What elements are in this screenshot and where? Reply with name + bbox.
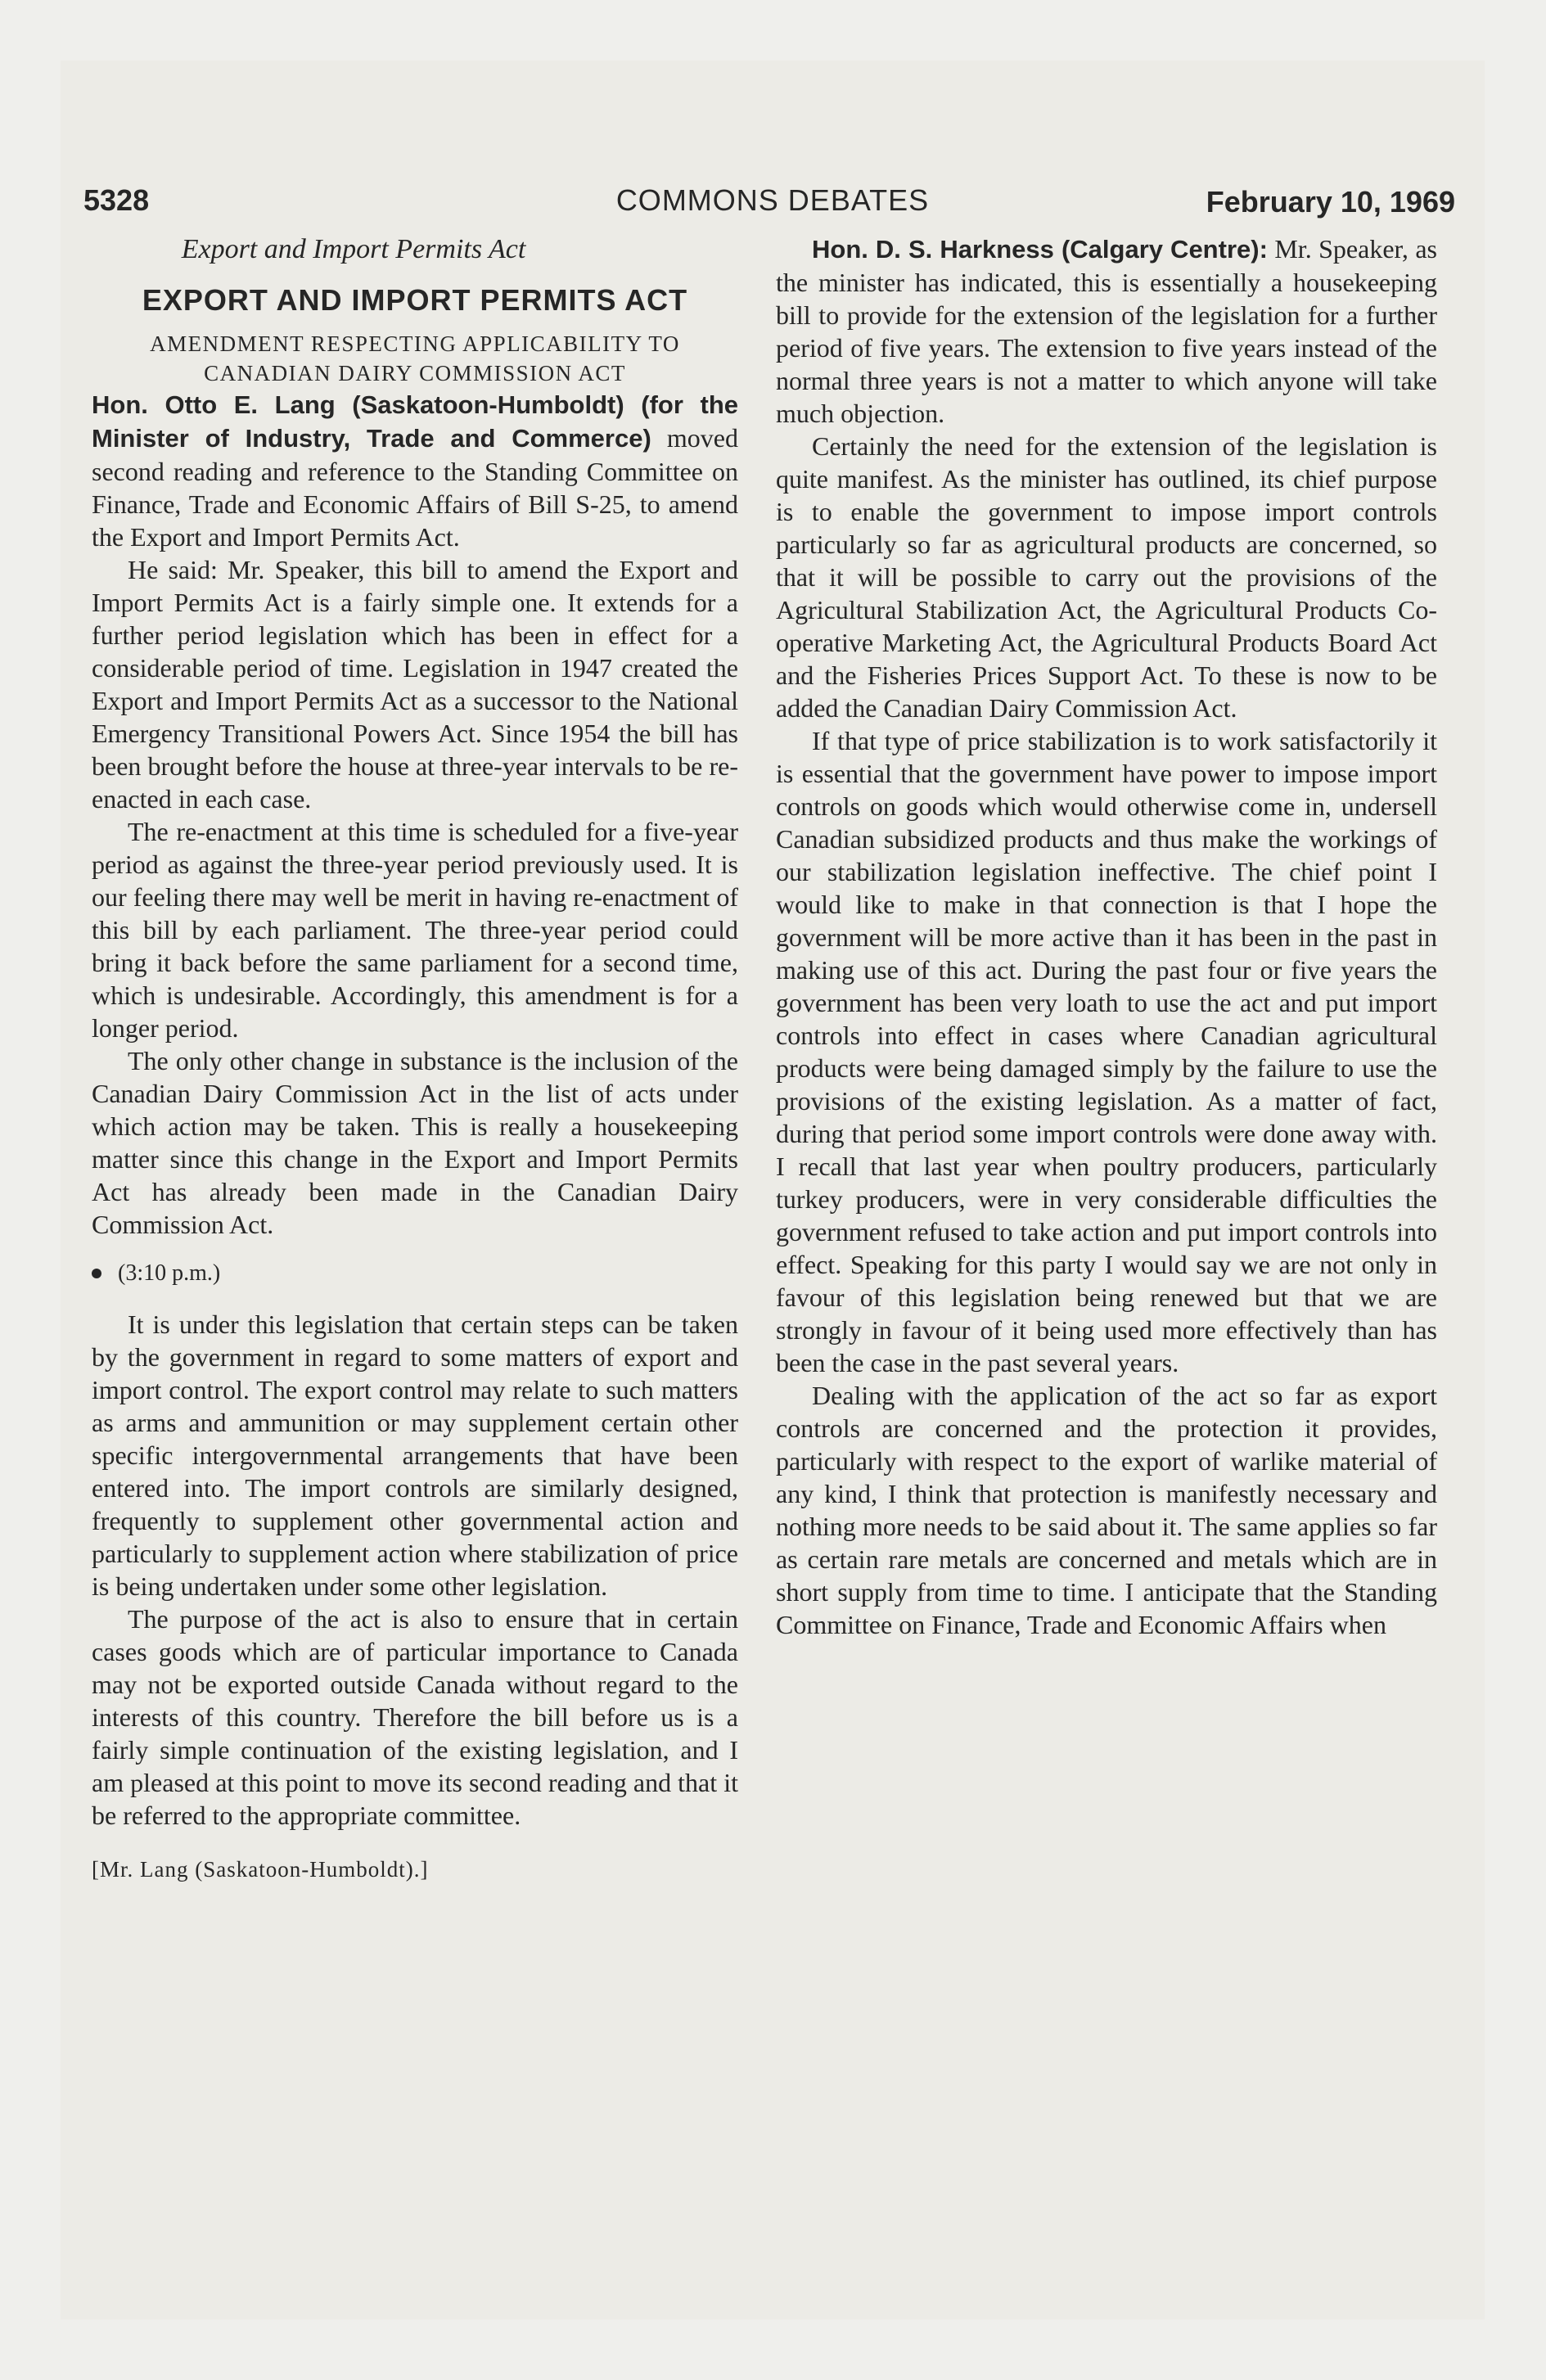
paragraph: Certainly the need for the extension of the legislation is quite manifest. As the minister has outlined, its chief purpose is to enable the government to impose import controls particularly so far as agricultural products are concerned, so that it will be possible to carry out the provisions of the Agricultural Stabilization Act, the Agricultural Products Co-operative Marketing Act, the Agricultural Products Board Act and the Fisheries Prices Support Act. To these is now to be added the Canadian Dairy Commission Act. [776,431,1437,723]
bullet-icon [92,1269,101,1278]
right-column [776,232,1437,1641]
publication-title: COMMONS DEBATES [615,183,930,217]
paragraph-text: Mr. Speaker, as the minister has indicated, this is essentially a housekeeping bill to provide for the extension of the legislation for a further period of five years. The extension to five years instead of the normal three years is not a matter to which anyone will take much objection. [776,234,1438,428]
paragraph: It is under this legislation that certain steps can be taken by the government in regard to some matters of export and import control. The export control may relate to such matters as arms and ammunition or may supplement certain other specific intergovernmental arrangements that have been entered into. The import controls are similarly designed, frequently to supplement other governmental action and particularly to supplement action where stabilization of price is being undertaken under some other legislation. [92,1309,738,1601]
paragraph [92,388,738,553]
time-marker [92,1257,738,1290]
document-page [61,61,1485,2319]
act-heading: EXPORT AND IMPORT PERMITS ACT [142,283,688,317]
paragraph-text: moved second reading and reference to the Standing Committee on Finance, Trade and Economic Affairs of Bill S-25, to amend the Export and Import Permits Act. [92,423,738,552]
speaker-name: Hon. Otto E. Lang (Saskatoon-Humboldt) (for the Minister of Industry, Trade and Commerce) [92,390,738,453]
paragraph: If that type of price stabilization is to work satisfactorily it is essential that the government have power to impose import controls on goods which would otherwise come in, undersell Canadian subsidized products and thus make the workings of our stabilization legislation ineffective. The chief point I would like to make in that connection is that I hope the government will be more active than it has been in the past in making use of this act. During the past four or five years the government has been very loath to use the act and put import controls into effect in cases where Canadian agricultural products were being damaged simply by the failure to use the provisions of the existing legislation. As a matter of fact, during that period some import controls were done away with. I recall that last year when poultry producers, particularly turkey producers, were in very considerable difficulties the government refused to take action and put import controls into effect. Speaking for this party I would say we are not only in favour of this legislation being renewed but that we are strongly in favour of it being used more effectively than has been the case in the past several years. [776,726,1437,1377]
paragraph: The purpose of the act is also to ensure that in certain cases goods which are of particular importance to Canada may not be exported outside Canada without regard to the interests of this country. Therefore the bill before us is a fairly simple continuation of the existing legislation, and I am pleased at this point to move its second reading and that it be referred to the appropriate committee. [92,1604,738,1830]
paragraph: He said: Mr. Speaker, this bill to amend the Export and Import Permits Act is a fairly simple one. It extends for a further period legislation which has been in effect for a considerable period of time. Legislation in 1947 created the Export and Import Permits Act as a successor to the National Emergency Transitional Powers Act. Since 1954 the bill has been brought before the house at three-year intervals to be re-enacted in each case. [92,555,738,814]
page-header [61,183,1485,232]
page-number: 5328 [83,183,150,217]
time-marker-text: (3:10 p.m.) [118,1260,221,1286]
left-column [92,232,738,1886]
paragraph: The re-enactment at this time is scheduled for a five-year period as against the three-year period previously used. It is our feeling there may well be merit in having re-enactment of this bill by each parliament. The three-year period could bring it back before the same parliament for a second time, which is undesirable. Accordingly, this amendment is for a longer period. [92,817,738,1043]
speaker-attribution: [Mr. Lang (Saskatoon-Humboldt).] [92,1857,429,1882]
sub-heading: AMENDMENT RESPECTING APPLICABILITY TO CANADIAN DAIRY COMMISSION ACT [150,331,680,385]
header-date: February 10, 1969 [1206,185,1455,219]
paragraph [776,232,1437,430]
paragraph: Dealing with the application of the act so far as export controls are concerned and the protection it provides, particularly with respect to the export of warlike material of any kind, I think that protection is manifestly necessary and nothing more needs to be said about it. The same applies so far as certain rare metals are concerned and metals which are in short supply from time to time. I anticipate that the Standing Committee on Finance, Trade and Economic Affairs when [776,1381,1437,1639]
section-running-title: Export and Import Permits Act [181,234,526,264]
paragraph: The only other change in substance is the inclusion of the Canadian Dairy Commission Act in the list of acts under which action may be taken. This is really a housekeeping matter since this change in the Export and Import Permits Act has already been made in the Canadian Dairy Commission Act. [92,1046,738,1239]
speaker-name: Hon. D. S. Harkness (Calgary Centre): [812,235,1268,264]
